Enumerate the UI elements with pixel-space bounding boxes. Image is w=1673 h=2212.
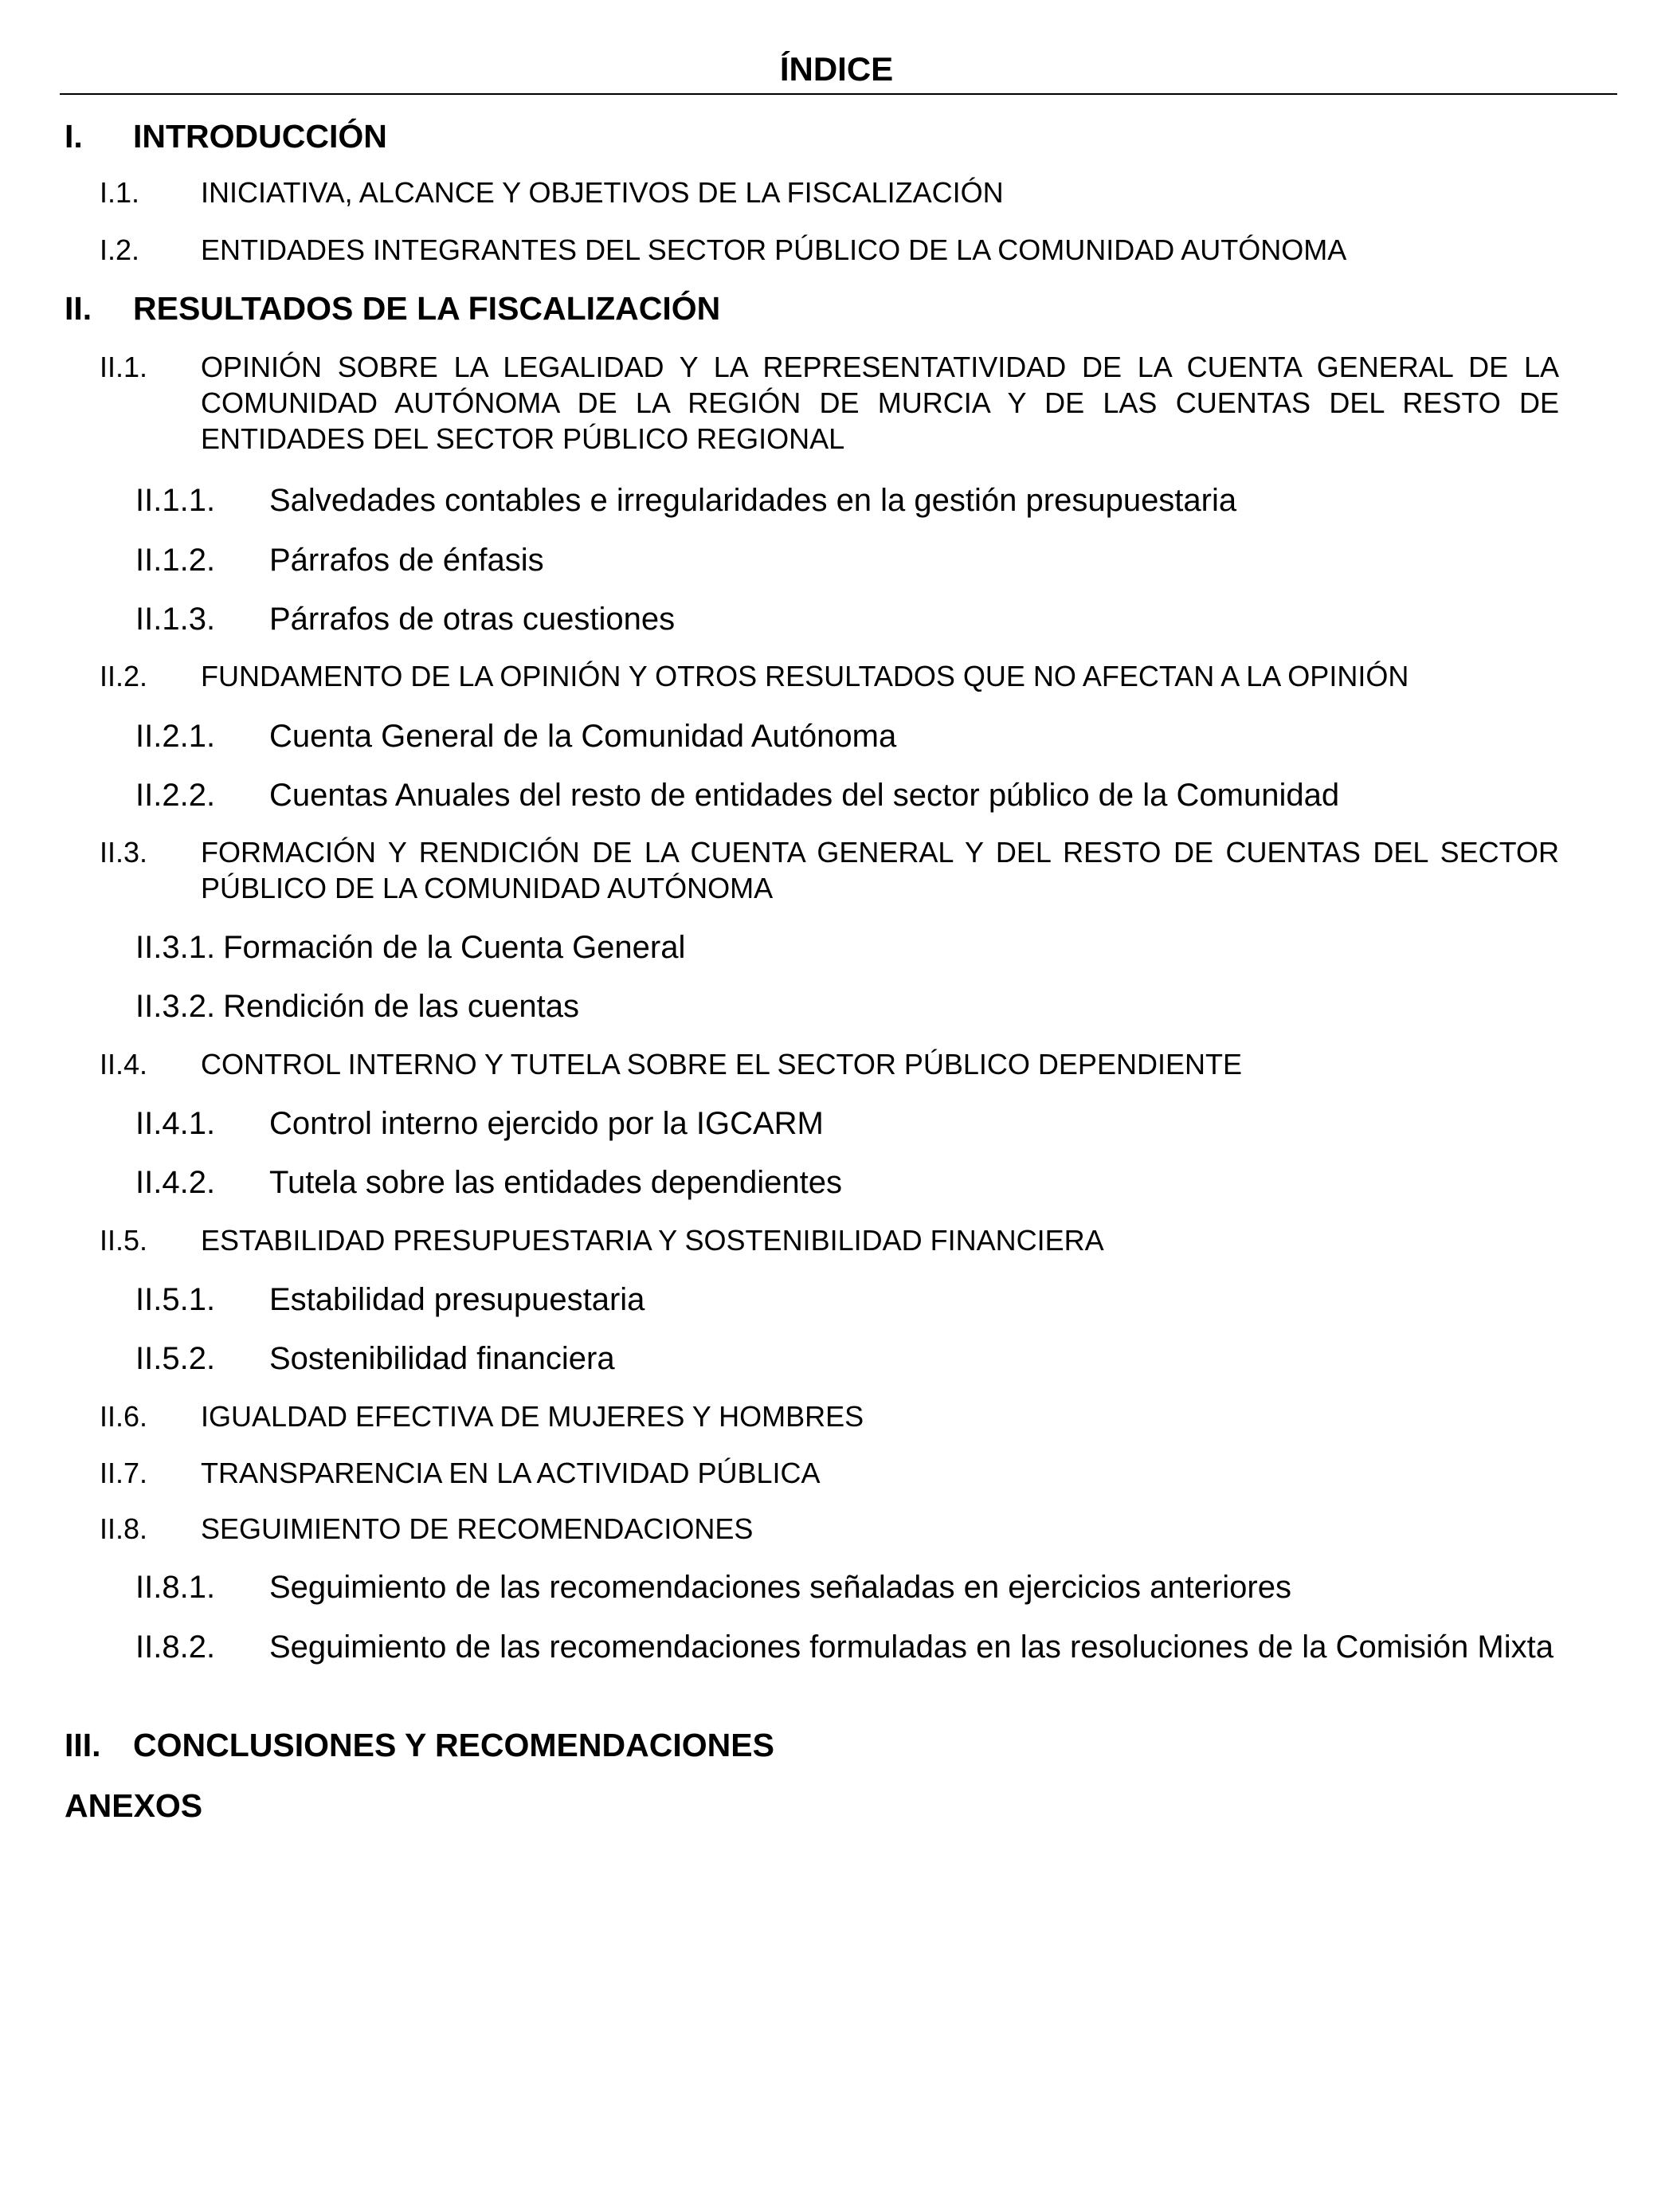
toc-number: II.1. xyxy=(100,351,148,383)
toc-number: II.2.1. xyxy=(135,719,216,754)
toc-number: II.4.2. xyxy=(135,1165,216,1200)
toc-text: Rendición de las cuentas xyxy=(223,989,580,1024)
toc-text: SEGUIMIENTO DE RECOMENDACIONES xyxy=(201,1512,754,1545)
toc-text: Cuenta General de la Comunidad Autónoma xyxy=(269,719,897,754)
toc-text: RESULTADOS DE LA FISCALIZACIÓN xyxy=(133,290,721,327)
toc-text: Párrafos de énfasis xyxy=(269,543,544,578)
toc-text: Párrafos de otras cuestiones xyxy=(269,602,676,637)
toc-entry-2-3-1[interactable] xyxy=(135,928,1558,967)
toc-entry-2-1-3[interactable] xyxy=(135,599,1558,639)
toc-entry-3[interactable] xyxy=(65,1725,1578,1765)
toc-number: II.2. xyxy=(100,660,148,692)
toc-entry-2-5-1[interactable] xyxy=(135,1280,1558,1320)
page-title: ÍNDICE xyxy=(779,50,894,88)
toc-text: ENTIDADES INTEGRANTES DEL SECTOR PÚBLICO DE LA COMUNIDAD AUTÓNOMA xyxy=(201,233,1347,266)
toc-entry-2-1-2[interactable] xyxy=(135,540,1558,580)
toc-entry-2[interactable] xyxy=(65,288,1578,328)
toc-entry-2-2-2[interactable] xyxy=(135,775,1558,815)
toc-text: Seguimiento de las recomendaciones formuladas en las resoluciones de la Comisión Mixta xyxy=(269,1630,1554,1665)
toc-entry-2-8-2[interactable] xyxy=(135,1627,1558,1667)
toc-text: IGUALDAD EFECTIVA DE MUJERES Y HOMBRES xyxy=(201,1400,864,1433)
toc-entry-2-7[interactable] xyxy=(100,1455,1559,1491)
toc-entry-2-4-2[interactable] xyxy=(135,1163,1558,1202)
toc-number: II.3.1. xyxy=(135,930,216,965)
toc-entry-2-1[interactable] xyxy=(100,349,1559,457)
toc-text: Estabilidad presupuestaria xyxy=(269,1282,645,1317)
toc-number: II.8.2. xyxy=(135,1630,216,1665)
toc-text: FORMACIÓN Y RENDICIÓN DE LA CUENTA GENERAL Y DEL RESTO DE CUENTAS DEL SECTOR PÚBLICO DE LA COMUNIDAD AUTÓNOMA xyxy=(201,836,1559,904)
toc-entry-2-4[interactable] xyxy=(100,1046,1559,1082)
toc-number: II.5.2. xyxy=(135,1341,216,1376)
toc-entry-2-3-2[interactable] xyxy=(135,986,1558,1026)
toc-number: I.2. xyxy=(100,233,140,266)
toc-number: II.5. xyxy=(100,1224,148,1257)
toc-entry-2-3[interactable] xyxy=(100,834,1559,906)
toc-number: II.8.1. xyxy=(135,1570,216,1605)
toc-number: I. xyxy=(65,118,83,155)
toc-number: II.1.1. xyxy=(135,483,216,518)
toc-entry-2-2-1[interactable] xyxy=(135,716,1558,756)
toc-number: II.3. xyxy=(100,836,148,869)
toc-entry-2-8[interactable] xyxy=(100,1511,1559,1547)
toc-entry-2-1-1[interactable] xyxy=(135,480,1558,520)
toc-entry-2-5-2[interactable] xyxy=(135,1339,1558,1379)
toc-number: I.1. xyxy=(100,176,140,209)
toc-entry-annexes[interactable] xyxy=(65,1786,861,1826)
toc-number: II.1.2. xyxy=(135,543,216,578)
toc-number: II.6. xyxy=(100,1400,148,1433)
toc-text: Salvedades contables e irregularidades en la gestión presupuestaria xyxy=(269,483,1237,518)
toc-number: II.4. xyxy=(100,1048,148,1081)
toc-entry-2-2[interactable] xyxy=(100,658,1559,694)
toc-number: II.1.3. xyxy=(135,602,216,637)
toc-text: FUNDAMENTO DE LA OPINIÓN Y OTROS RESULTADOS QUE NO AFECTAN A LA OPINIÓN xyxy=(201,660,1409,692)
toc-text: Tutela sobre las entidades dependientes xyxy=(269,1165,843,1200)
toc-text: OPINIÓN SOBRE LA LEGALIDAD Y LA REPRESENTATIVIDAD DE LA CUENTA GENERAL DE LA COMUNIDAD AUTÓNOMA DE LA REGIÓN DE MURCIA Y DE LAS CUENTAS DEL RESTO DE ENTIDADES DEL SECTOR PÚBLICO REGIONAL xyxy=(201,351,1559,455)
toc-number: II.2.2. xyxy=(135,778,216,813)
toc-entry-2-8-1[interactable] xyxy=(135,1567,1558,1607)
toc-number: II. xyxy=(65,290,92,327)
toc-text: ANEXOS xyxy=(65,1787,203,1824)
toc-text: Control interno ejercido por la IGCARM xyxy=(269,1106,824,1141)
toc-number: II.8. xyxy=(100,1512,148,1545)
toc-number: II.4.1. xyxy=(135,1106,216,1141)
toc-text: Cuentas Anuales del resto de entidades del sector público de la Comunidad xyxy=(269,778,1340,813)
toc-entry-1-2[interactable] xyxy=(100,232,1559,268)
toc-entry-1[interactable] xyxy=(65,116,1578,156)
toc-entry-2-6[interactable] xyxy=(100,1398,1559,1434)
toc-text: Seguimiento de las recomendaciones señaladas en ejercicios anteriores xyxy=(269,1570,1291,1605)
toc-number: II.7. xyxy=(100,1457,148,1489)
toc-text: Sostenibilidad financiera xyxy=(269,1341,615,1376)
toc-number: III. xyxy=(65,1727,101,1763)
toc-number: II.5.1. xyxy=(135,1282,216,1317)
toc-number: II.3.2. xyxy=(135,989,216,1024)
toc-text: TRANSPARENCIA EN LA ACTIVIDAD PÚBLICA xyxy=(201,1457,821,1489)
toc-text: INTRODUCCIÓN xyxy=(133,118,387,155)
toc-text: ESTABILIDAD PRESUPUESTARIA Y SOSTENIBILIDAD FINANCIERA xyxy=(201,1224,1104,1257)
toc-text: INICIATIVA, ALCANCE Y OBJETIVOS DE LA FISCALIZACIÓN xyxy=(201,176,1004,209)
toc-text: CONCLUSIONES Y RECOMENDACIONES xyxy=(133,1727,774,1763)
toc-text: Formación de la Cuenta General xyxy=(223,930,686,965)
title-underline xyxy=(60,93,1617,95)
toc-entry-2-4-1[interactable] xyxy=(135,1104,1558,1143)
toc-entry-2-5[interactable] xyxy=(100,1222,1559,1258)
toc-text: CONTROL INTERNO Y TUTELA SOBRE EL SECTOR PÚBLICO DEPENDIENTE xyxy=(201,1048,1242,1081)
toc-entry-1-1[interactable] xyxy=(100,175,1559,210)
